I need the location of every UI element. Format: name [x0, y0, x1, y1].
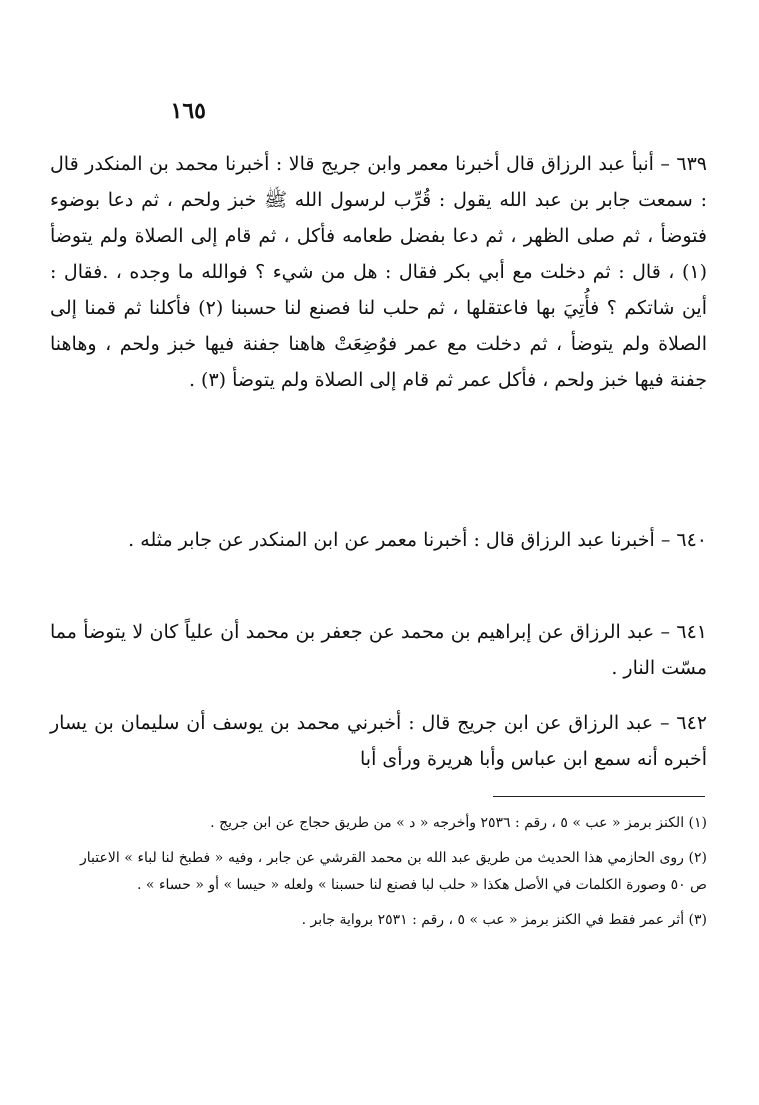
hadith-text: ٦٤١ – عبد الرزاق عن إبراهيم بن محمد عن جعفر بن محمد أن علياً كان لا يتوضأ مما مسّت النار .: [50, 621, 707, 679]
hadith-text: ٦٤٢ – عبد الرزاق عن ابن جريج قال : أخبرني محمد بن يوسف أن سليمان بن يسار أخبره أنه سمع ابن عباس وأبا هريرة ورأى أبا: [50, 712, 707, 770]
hadith-640: [50, 522, 707, 558]
hadith-text: ٦٤٠ – أخبرنا عبد الرزاق قال : أخبرنا معمر عن ابن المنكدر عن جابر مثله .: [128, 529, 707, 551]
footnote-1: (١) الكنز برمز « عب » ٥ ، رقم : ٢٥٣٦ وأخرجه « د » من طريق حجاج عن ابن جريج .: [210, 815, 707, 831]
footnotes: [80, 810, 707, 942]
footnote-2: (٢) روى الحازمي هذا الحديث من طريق عبد الله بن محمد القرشي عن جابر ، وفيه « فطبخ لنا لباء » الاعتبار ص ٥٠ وصورة الكلمات في الأصل هكذا « حلب لبا فصنع لنا حسبنا » ولعله « حيسا » أو « حساء » .: [80, 850, 707, 893]
hadith-639: [50, 146, 707, 398]
hadith-641: [50, 614, 707, 686]
hadith-642: [50, 705, 707, 777]
page-number: ١٦٥: [170, 98, 206, 124]
footnote-divider: [493, 796, 705, 797]
footnote-3: (٣) أثر عمر فقط في الكنز برمز « عب » ٥ ، رقم : ٢٥٣١ برواية جابر .: [301, 912, 707, 928]
hadith-text: ٦٣٩ – أنبأ عبد الرزاق قال أخبرنا معمر وابن جريج قالا : أخبرنا محمد بن المنكدر قال : سمعت جابر بن عبد الله يقول : قُرِّب لرسول الله ﷺ خبز ولحم ، ثم دعا بوضوء فتوضأ ، ثم صلى الظهر ، ثم دعا بفضل طعامه فأكل ، ثم قام إلى الصلاة ولم يتوضأ (١) ، قال : ثم دخلت مع أبي بكر فقال : هل من شيء ؟ فوالله ما وجده ، .فقال : أين شاتكم ؟ فأُتِيَ بها فاعتقلها ، ثم حلب لنا فصنع لنا حسبنا (٢) فأكلنا ثم قمنا إلى الصلاة ولم يتوضأ ، ثم دخلت مع عمر فوُضِعَتْ هاهنا جفنة فيها خبز ولحم ، وهاهنا جفنة فيها خبز ولحم ، فأكل عمر ثم قام إلى الصلاة ولم يتوضأ (٣) .: [50, 153, 707, 391]
